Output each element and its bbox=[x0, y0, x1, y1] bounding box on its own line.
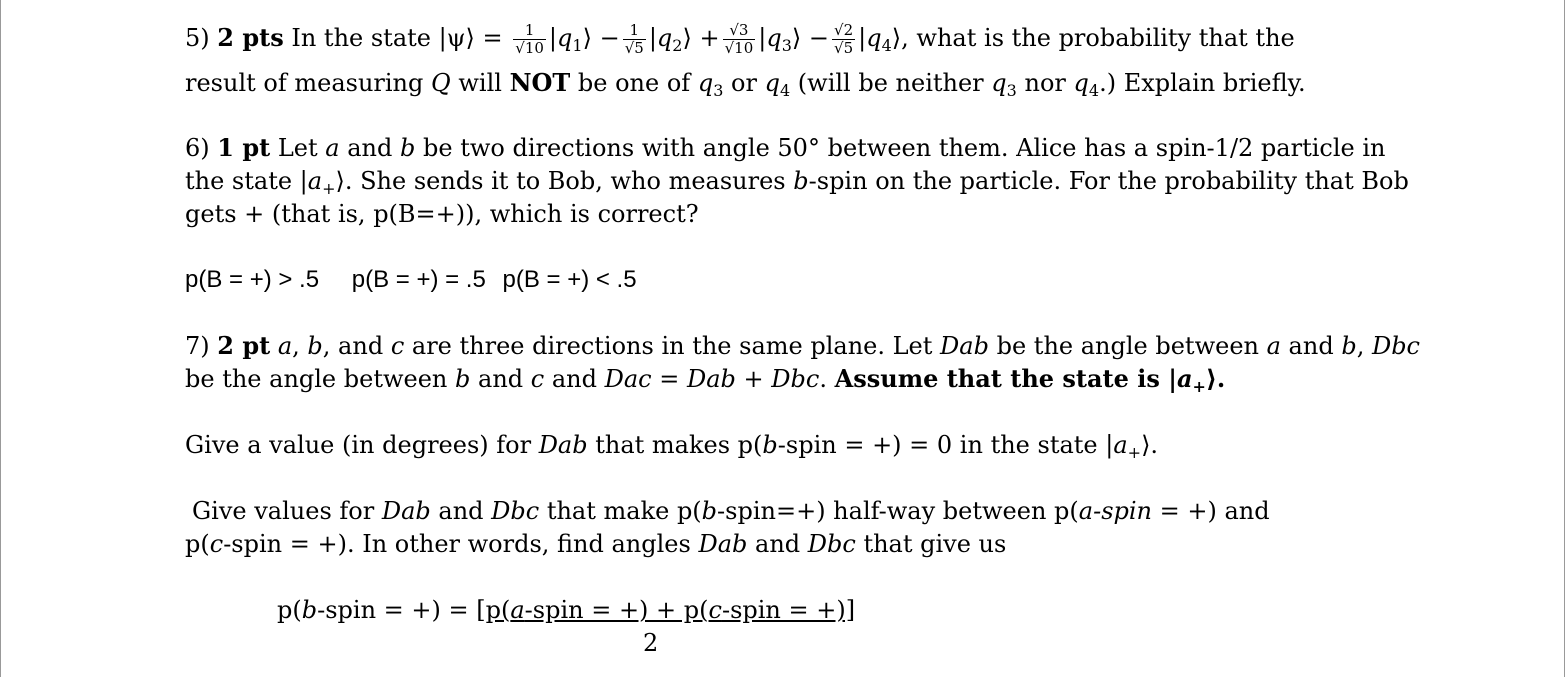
q5-term-3-coefficient: $\frac{√3}{√10}$ bbox=[724, 21, 754, 57]
q6-line-3: gets + (that is, p(B=+)), which is correct? bbox=[185, 200, 699, 228]
q5-question-text: , what is the probability that the bbox=[901, 24, 1295, 52]
q7-formula-lhs: p(b-spin = +) = bbox=[277, 596, 477, 624]
q5-ket-1: $|q_1⟩$ bbox=[548, 24, 592, 55]
q5-ket-3: $|q_3⟩$ bbox=[758, 24, 802, 55]
q6-number: 6) bbox=[185, 134, 210, 162]
q7-line-1: 7) 2 pt a, b, and c are three directions in the same plane. Let Dab be the angle between a and b, Dbc bbox=[185, 331, 1420, 360]
q7-points: 2 pt bbox=[217, 331, 271, 360]
q5-term-4-sign: − bbox=[808, 24, 830, 52]
q7-part-1: Give a value (in degrees) for Dab that makes p(b-spin = +) = 0 in the state $|a_+⟩$. bbox=[185, 431, 1159, 462]
q5-ket-4: $|q_4⟩$ bbox=[858, 24, 902, 55]
q7-number: 7) bbox=[185, 332, 210, 360]
q5-points: 2 pts bbox=[217, 23, 284, 52]
q5-line-2: result of measuring Q will NOT be one of $q_3$ or $q_4$ (will be neither $q_3$ nor $q_4$.) Explain briefly. bbox=[185, 68, 1306, 100]
q5-term-1-coefficient: $\frac{1}{√10}$ bbox=[515, 21, 544, 57]
q7-formula-denominator: 2 bbox=[643, 629, 659, 657]
page-border-left bbox=[0, 0, 1, 677]
q5-term-2-coefficient: $\frac{1}{√5}$ bbox=[624, 21, 644, 57]
q5-line-1 bbox=[185, 22, 1295, 61]
q5-term-3-sign: + bbox=[699, 24, 720, 52]
q7-line-2: be the angle between b and c and Dac = Dab + Dbc. Assume that the state is $|a_+⟩$. bbox=[185, 364, 1226, 396]
q6-option-less[interactable]: p(B = +) < .5 bbox=[502, 266, 637, 293]
q6-options bbox=[185, 265, 637, 295]
q5-term-4-coefficient: $\frac{√2}{√5}$ bbox=[834, 21, 854, 57]
q6-option-equal[interactable]: p(B = +) = .5 bbox=[351, 266, 486, 293]
q7-part-2-line-1: Give values for Dab and Dbc that make p(b-spin=+) half-way between p(a-spin = +) and bbox=[192, 497, 1270, 525]
q5-intro: In the state |ψ⟩ = bbox=[291, 24, 503, 52]
q6-option-greater[interactable]: p(B = +) > .5 bbox=[185, 266, 320, 293]
q5-term-2-sign: − bbox=[599, 24, 620, 52]
q5-ket-2: $|q_2⟩$ bbox=[648, 24, 692, 55]
q5-observable: Q bbox=[431, 69, 451, 97]
q7-formula bbox=[277, 595, 855, 625]
q7-formula-numerator: [p(a-spin = +) + p(c-spin = +)] bbox=[476, 596, 856, 624]
q7-part-2-line-2: p(c-spin = +). In other words, find angles Dab and Dbc that give us bbox=[185, 530, 1007, 558]
q6-points: 1 pt bbox=[217, 133, 271, 162]
q5-not-emphasis: NOT bbox=[509, 68, 571, 97]
q5-number: 5) bbox=[185, 24, 210, 52]
q7-assumption: Assume that the state is $|a_+⟩$. bbox=[834, 364, 1226, 396]
q6-line-2: the state $|a_+⟩$. She sends it to Bob, who measures b-spin on the particle. For the probability that Bob bbox=[185, 167, 1409, 198]
q6-line-1: 6) 1 pt Let a and b be two directions with angle 50° between them. Alice has a spin-1/2 particle in bbox=[185, 133, 1386, 162]
